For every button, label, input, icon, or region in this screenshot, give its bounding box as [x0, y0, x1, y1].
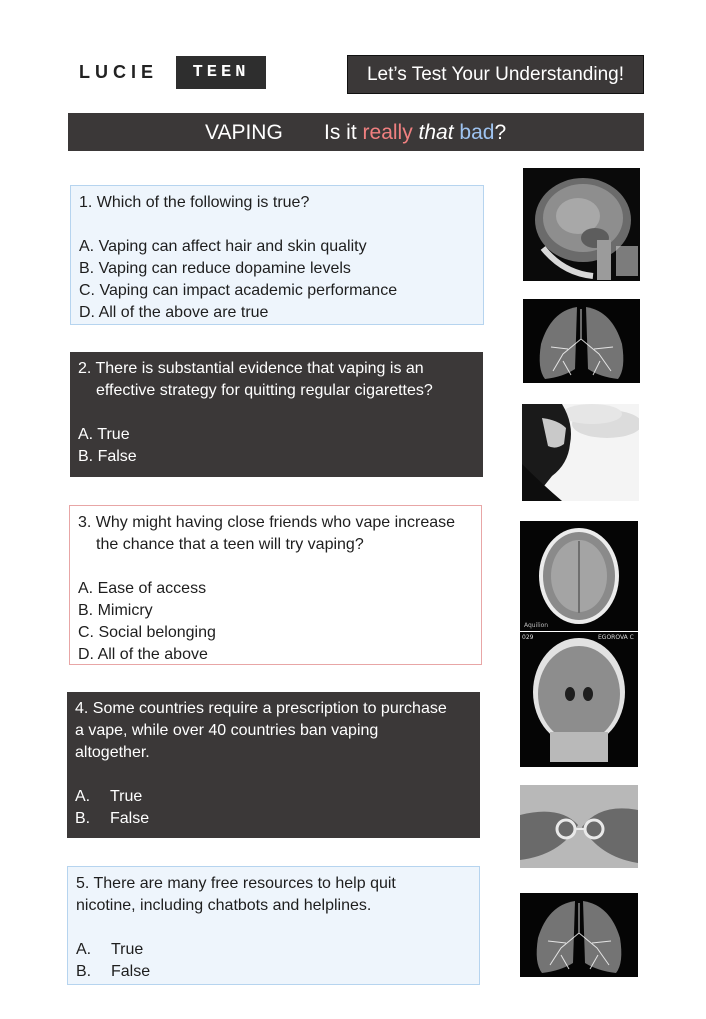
- question-3-option-d[interactable]: [78, 644, 473, 666]
- banner-is-it: Is it: [324, 121, 363, 144]
- question-5-line-1: 5. There are many free resources to help quit: [76, 875, 396, 892]
- option-letter: A.: [76, 941, 92, 958]
- question-3-option-b[interactable]: [78, 600, 473, 622]
- logo-teen-text: TEEN: [192, 63, 250, 82]
- question-2-box: [70, 352, 483, 477]
- question-5-option-b[interactable]: [76, 961, 471, 983]
- option-text: Social belonging: [98, 624, 216, 641]
- question-4-line-1: 4. Some countries require a prescription to purchase: [75, 700, 447, 717]
- option-letter: D.: [78, 646, 94, 663]
- question-3-line-1: 3. Why might having close friends who vape increase: [78, 514, 456, 531]
- test-badge-text: Let’s Test Your Understanding!: [366, 63, 625, 85]
- question-4-line-3: altogether.: [75, 744, 150, 761]
- question-4-text: [75, 698, 472, 764]
- option-letter: C.: [78, 624, 94, 641]
- banner-really: really: [362, 121, 413, 144]
- option-letter: A.: [78, 580, 94, 597]
- lung-xray-image-1: [523, 299, 640, 383]
- lung-xray-image-2: [520, 893, 638, 977]
- logo-teen: [176, 56, 266, 89]
- question-4-option-b[interactable]: [75, 808, 472, 830]
- question-4-box: [67, 692, 480, 838]
- option-letter: B.: [75, 810, 91, 827]
- question-1-option-c[interactable]: [79, 280, 475, 302]
- option-letter: A.: [78, 426, 94, 443]
- question-3-line-2: the chance that a teen will try vaping?: [96, 536, 364, 553]
- question-1-option-a[interactable]: [79, 236, 475, 258]
- question-1-box: [70, 185, 484, 325]
- question-5-text: [76, 873, 471, 917]
- question-3-option-c[interactable]: [78, 622, 473, 644]
- option-text: Vaping can reduce dopamine levels: [98, 260, 351, 277]
- option-text: Vaping can affect hair and skin quality: [98, 238, 367, 255]
- question-1-option-b[interactable]: [79, 258, 475, 280]
- question-3-text: [78, 512, 473, 556]
- option-letter: B.: [76, 963, 92, 980]
- question-2-option-b[interactable]: [78, 446, 475, 468]
- option-letter: B.: [79, 260, 95, 277]
- question-1-option-d[interactable]: [79, 302, 475, 324]
- brain-mri-sagittal-image: [523, 168, 640, 281]
- brain-ct-axial-image: [520, 521, 638, 631]
- option-text: Vaping can impact academic performance: [99, 282, 398, 299]
- option-letter: B.: [78, 448, 94, 465]
- banner-bad: bad: [459, 121, 495, 144]
- option-text: True: [110, 788, 143, 805]
- option-letter: C.: [79, 282, 95, 299]
- question-3-option-a[interactable]: [78, 578, 473, 600]
- option-text: False: [110, 810, 150, 827]
- option-text: Ease of access: [97, 580, 207, 597]
- banner-qmark: ?: [494, 121, 507, 144]
- question-5-option-a[interactable]: [76, 939, 471, 961]
- question-4-option-a[interactable]: [75, 786, 472, 808]
- ct-tag-left: 029: [522, 634, 534, 641]
- ct-label: Aquilion: [524, 622, 549, 629]
- option-text: Mimicry: [97, 602, 153, 619]
- question-5-line-2: nicotine, including chatbots and helplines.: [76, 897, 372, 914]
- option-text: False: [97, 448, 137, 465]
- test-understanding-badge: [347, 55, 644, 94]
- banner-question: [324, 121, 506, 145]
- option-letter: B.: [78, 602, 94, 619]
- question-2-option-a[interactable]: [78, 424, 475, 446]
- option-text: All of the above are true: [98, 304, 269, 321]
- handcuffed-hands-image: [520, 785, 638, 868]
- option-letter: A.: [79, 238, 95, 255]
- topic-banner: [68, 113, 644, 151]
- question-5-box: [67, 866, 480, 985]
- question-2-text: [78, 358, 475, 402]
- question-4-line-2: a vape, while over 40 countries ban vaping: [75, 722, 379, 739]
- option-text: True: [97, 426, 130, 443]
- question-1-text: [79, 192, 475, 214]
- brain-ct-coronal-image: [520, 632, 638, 767]
- logo-lucie: LUCIE: [79, 62, 158, 82]
- banner-topic: VAPING: [205, 121, 283, 144]
- banner-that: that: [418, 121, 454, 144]
- question-1-line-1: 1. Which of the following is true?: [79, 194, 310, 211]
- option-letter: A.: [75, 788, 91, 805]
- option-text: False: [111, 963, 151, 980]
- option-text: True: [111, 941, 144, 958]
- person-vaping-image: [522, 404, 639, 501]
- ct-tag-right: EGOROVA C: [598, 634, 634, 641]
- question-2-line-2: effective strategy for quitting regular cigarettes?: [96, 382, 433, 399]
- option-text: All of the above: [97, 646, 208, 663]
- question-2-line-1: 2. There is substantial evidence that vaping is an: [78, 360, 424, 377]
- question-3-box: [69, 505, 482, 665]
- option-letter: D.: [79, 304, 95, 321]
